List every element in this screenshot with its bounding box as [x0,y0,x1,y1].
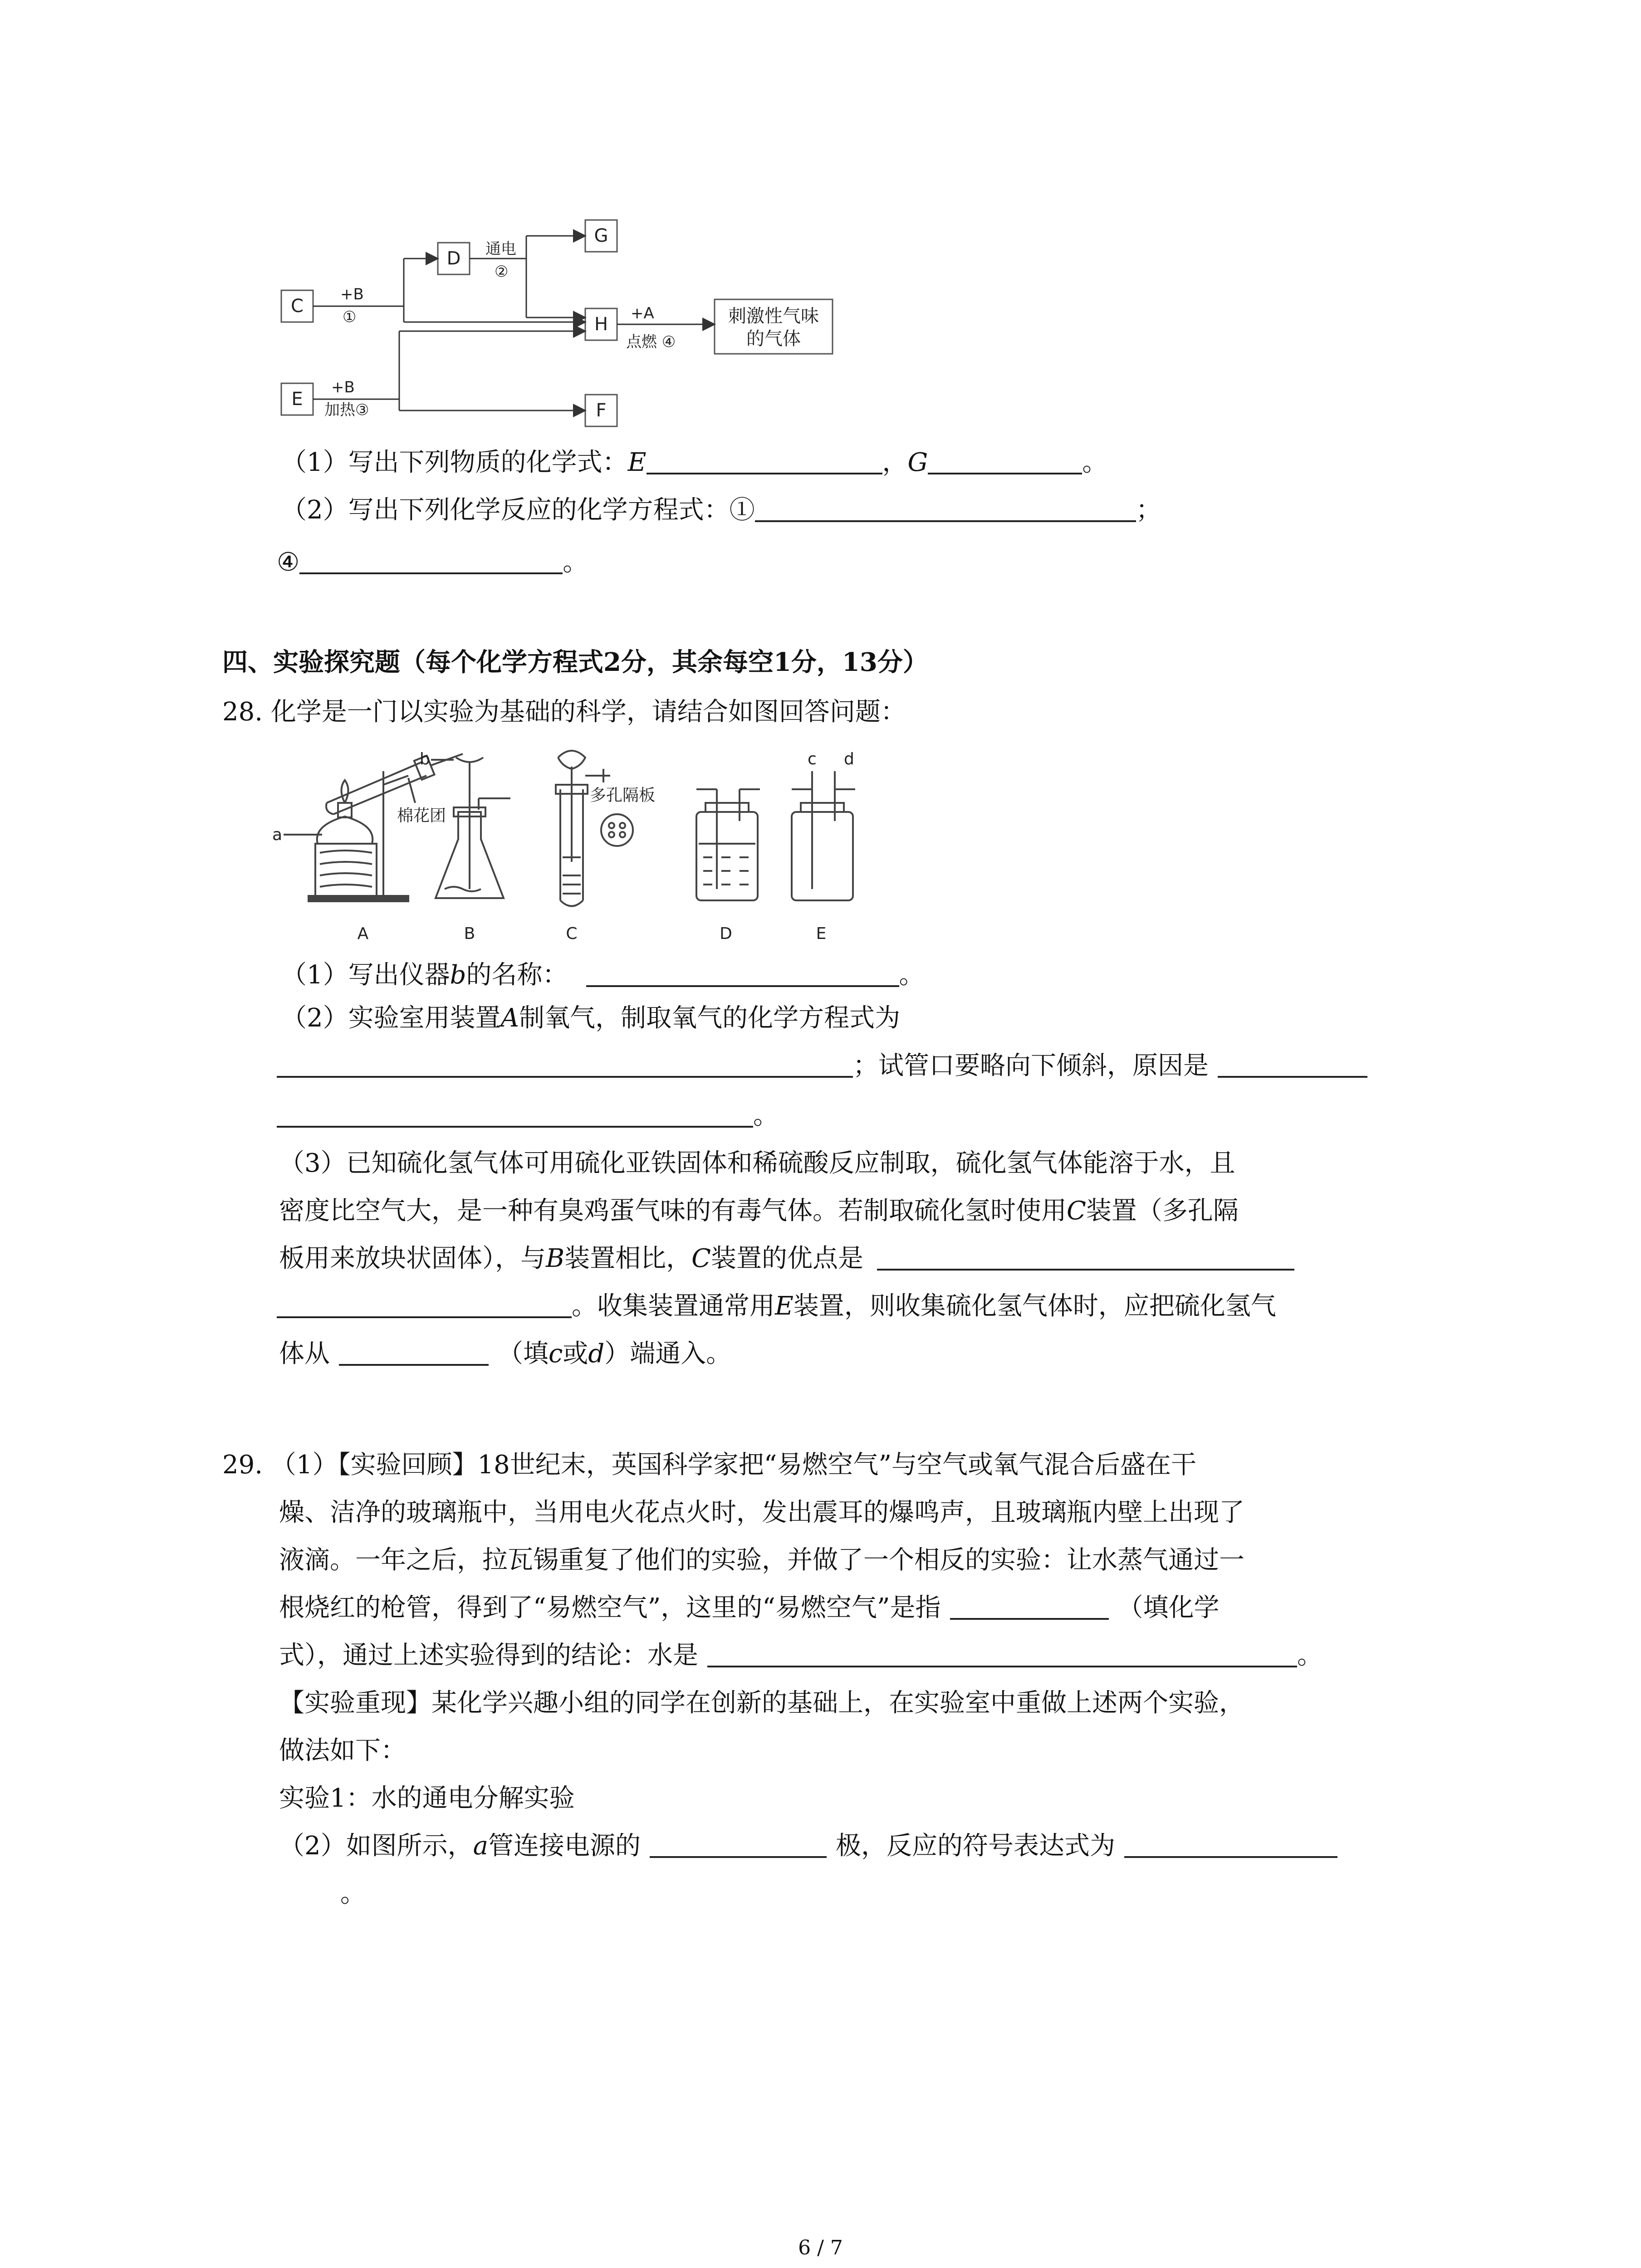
answer-blank-c-advantage[interactable] [877,1242,1294,1271]
caption-e: E [816,924,827,943]
node-c: C [291,296,304,317]
answer-blank-electrode[interactable] [650,1829,827,1858]
label-plus-b-3: +B [331,378,355,396]
result-line-1: 刺激性气味 [728,306,819,327]
q29-line1: 29. （1）【实验回顾】18世纪末，英国科学家把“易燃空气”与空气或氧气混合后盛在干 [222,1450,1197,1480]
answer-blank-equation-1[interactable] [755,493,1136,522]
node-h: H [594,314,608,335]
page-number: 6 / 7 [798,2236,843,2259]
answer-blank-tube-reason[interactable] [1218,1049,1367,1078]
answer-blank-o2-equation[interactable] [277,1049,853,1078]
label-cotton: 棉花团 [397,807,446,825]
q29-line2: 燥、洁净的玻璃瓶中，当用电火花点火时，发出震耳的爆鸣声，且玻璃瓶内壁上出现了 [279,1498,1244,1527]
q28-sub3-line4: 。收集装置通常用E装置，则收集硫化氢气体时，应把硫化氢气 [277,1288,1276,1325]
q27-sub2-b: ④ 。 [277,544,588,581]
lab-apparatus-figure [272,744,898,953]
label-plus-a: +A [631,304,654,323]
label-step-2: ② [495,263,509,281]
q28-sub1: （1）写出仪器b的名称： 。 [281,957,925,993]
node-g: G [594,225,608,246]
q28-sub3-line3: 板用来放块状固体），与B装置相比，C装置的优点是 [279,1241,1294,1277]
answer-blank-g[interactable] [928,445,1082,474]
q29-line3: 液滴。一年之后，拉瓦锡重复了他们的实验，并做了一个相反的实验：让水蒸气通过一 [279,1545,1244,1575]
result-line-2: 的气体 [746,328,801,349]
q29-line4: 根烧红的枪管，得到了“易燃空气”，这里的“易燃空气”是指 （填化学 [279,1590,1220,1626]
q28-sub2-line1: （2）实验室用装置A制氧气，制取氧气的化学方程式为 [281,1003,901,1033]
label-ignite: 点燃 ④ [626,333,676,351]
label-b: b [420,750,430,768]
q28-sub3-line2: 密度比空气大，是一种有臭鸡蛋气味的有毒气体。若制取硫化氢时使用C装置（多孔隔 [279,1196,1239,1226]
answer-blank-water-conclusion[interactable] [707,1638,1297,1667]
answer-blank-tube-reason-cont[interactable] [277,1099,753,1128]
q28-sub3-line5: 体从 （填c或d）端通入。 [279,1336,731,1372]
answer-blank-c-advantage-cont[interactable] [277,1289,572,1318]
label-porous-plate: 多孔隔板 [590,786,656,805]
q29-line5: 式），通过上述实验得到的结论：水是 。 [279,1637,1323,1674]
node-d: D [446,248,461,269]
q28-sub2-line3: 。 [277,1098,779,1134]
q28-sub2-line2: ；试管口要略向下倾斜，原因是 [277,1048,1367,1084]
q29-line9: （2）如图所示，a管连接电源的 极，反应的符号表达式为 [279,1828,1337,1864]
answer-blank-flammable-air[interactable] [950,1591,1109,1620]
caption-c: C [566,924,578,943]
caption-a: A [357,924,369,943]
q28-sub3-line1: （3）已知硫化氢气体可用硫化亚铁固体和稀硫酸反应制取，硫化氢气体能溶于水，且 [279,1149,1235,1178]
answer-blank-equation-4[interactable] [299,545,563,574]
label-electrolysis: 通电 [485,240,516,258]
q29-line7: 做法如下： [279,1736,406,1765]
q27-sub1: （1）写出下列物质的化学式：E ，G 。 [281,445,1107,481]
answer-blank-inlet[interactable] [339,1337,489,1366]
q29-line6: 【实验重现】某化学兴趣小组的同学在创新的基础上，在实验室中重做上述两个实验， [279,1688,1244,1718]
node-f: F [596,400,607,421]
label-step-1: ① [343,308,357,326]
label-heat: 加热③ [324,401,369,419]
q29-line10: 。 [340,1879,366,1908]
answer-blank-symbol-expression[interactable] [1124,1829,1337,1858]
label-c: c [808,750,817,768]
answer-blank-e[interactable] [647,445,882,474]
label-d: d [844,750,854,768]
caption-b: B [464,924,475,943]
answer-blank-instrument-b[interactable] [586,958,899,987]
node-e: E [291,389,303,410]
section-4-title: 四、实验探究题（每个化学方程式2分，其余每空1分，13分） [222,647,928,677]
q28-stem: 28. 化学是一门以实验为基础的科学，请结合如图回答问题： [222,697,906,727]
label-a: a [272,826,283,844]
reaction-flow-diagram [272,213,844,440]
q29-line8: 实验1：水的通电分解实验 [279,1784,575,1813]
q27-sub2: （2）写出下列化学反应的化学方程式：① ； [281,492,1161,528]
caption-d: D [720,924,732,943]
label-plus-b-1: +B [340,285,364,303]
